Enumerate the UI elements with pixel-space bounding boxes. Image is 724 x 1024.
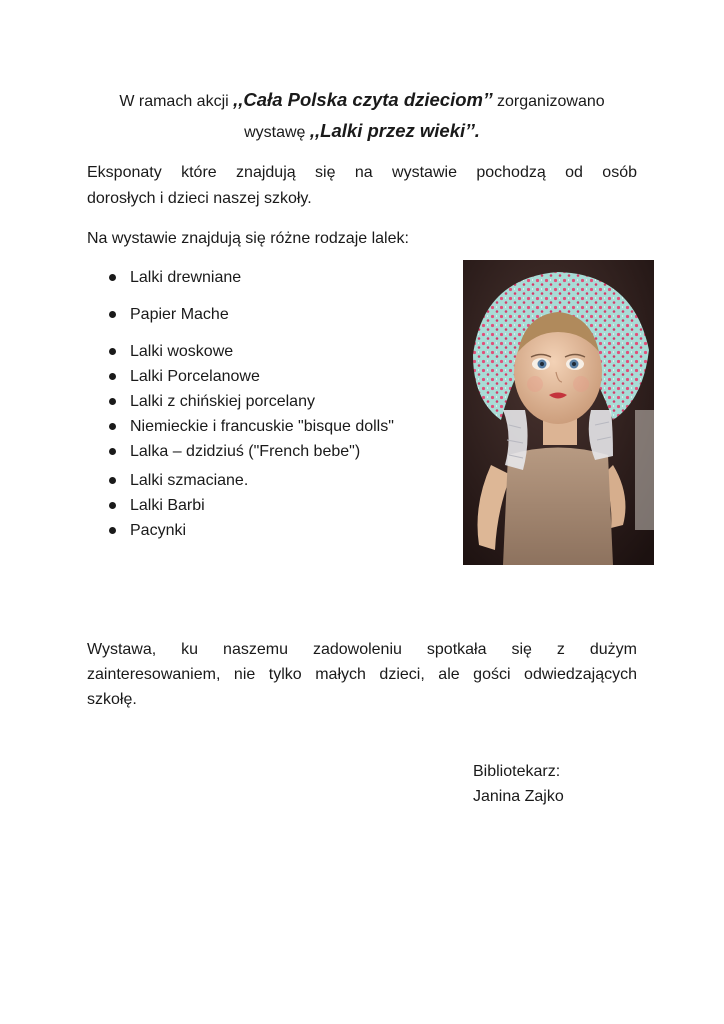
bullet-icon [109, 423, 116, 430]
list-item: Lalki Barbi [107, 493, 394, 518]
list-intro: Na wystawie znajdują się różne rodzaje lalek: [87, 230, 409, 247]
closing-line-1: Wystawa, ku naszemu zadowoleniu spotkała się z dużym [87, 641, 637, 658]
closing-line-2: zainteresowaniem, nie tylko małych dzieci, ale gości odwiedzających [87, 666, 637, 683]
header-suffix: zorganizowano [492, 93, 605, 110]
signature [473, 759, 564, 809]
closing-line-3: szkołę. [87, 691, 137, 708]
bullet-icon [109, 311, 116, 318]
header-prefix-2: wystawę [244, 124, 310, 141]
intro-line-1: Eksponaty które znajdują się na wystawie pochodzą od osób [87, 164, 637, 181]
list-item: Niemieckie i francuskie "bisque dolls" [107, 414, 394, 439]
bullet-icon [109, 398, 116, 405]
bullet-icon [109, 502, 116, 509]
header-line-2 [87, 117, 637, 147]
exhibition-title: ,,Lalki przez wieki’’. [309, 120, 480, 141]
list-item: Lalki Porcelanowe [107, 364, 394, 389]
list-item: Lalki drewniane [107, 265, 394, 290]
intro-line-2: dorosłych i dzieci naszej szkoły. [87, 190, 312, 207]
doll-types-list [107, 265, 394, 543]
campaign-title: ,,Cała Polska czyta dzieciom’’ [233, 89, 493, 110]
bullet-icon [109, 448, 116, 455]
bullet-icon [109, 527, 116, 534]
header-line-1 [87, 86, 637, 116]
list-item: Papier Mache [107, 302, 394, 327]
list-item: Lalka – dzidziuś ("French bebe") [107, 439, 394, 464]
bullet-icon [109, 373, 116, 380]
bullet-icon [109, 477, 116, 484]
intro-paragraph [87, 160, 637, 212]
list-item: Pacynki [107, 518, 394, 543]
signature-role: Bibliotekarz: [473, 763, 561, 780]
doll-photo [463, 260, 654, 565]
list-item: Lalki woskowe [107, 339, 394, 364]
closing-paragraph [87, 637, 637, 712]
signature-name: Janina Zajko [473, 788, 564, 805]
list-item: Lalki z chińskiej porcelany [107, 389, 394, 414]
header-prefix: W ramach akcji [119, 93, 234, 110]
bullet-icon [109, 348, 116, 355]
bullet-icon [109, 274, 116, 281]
list-item: Lalki szmaciane. [107, 468, 394, 493]
